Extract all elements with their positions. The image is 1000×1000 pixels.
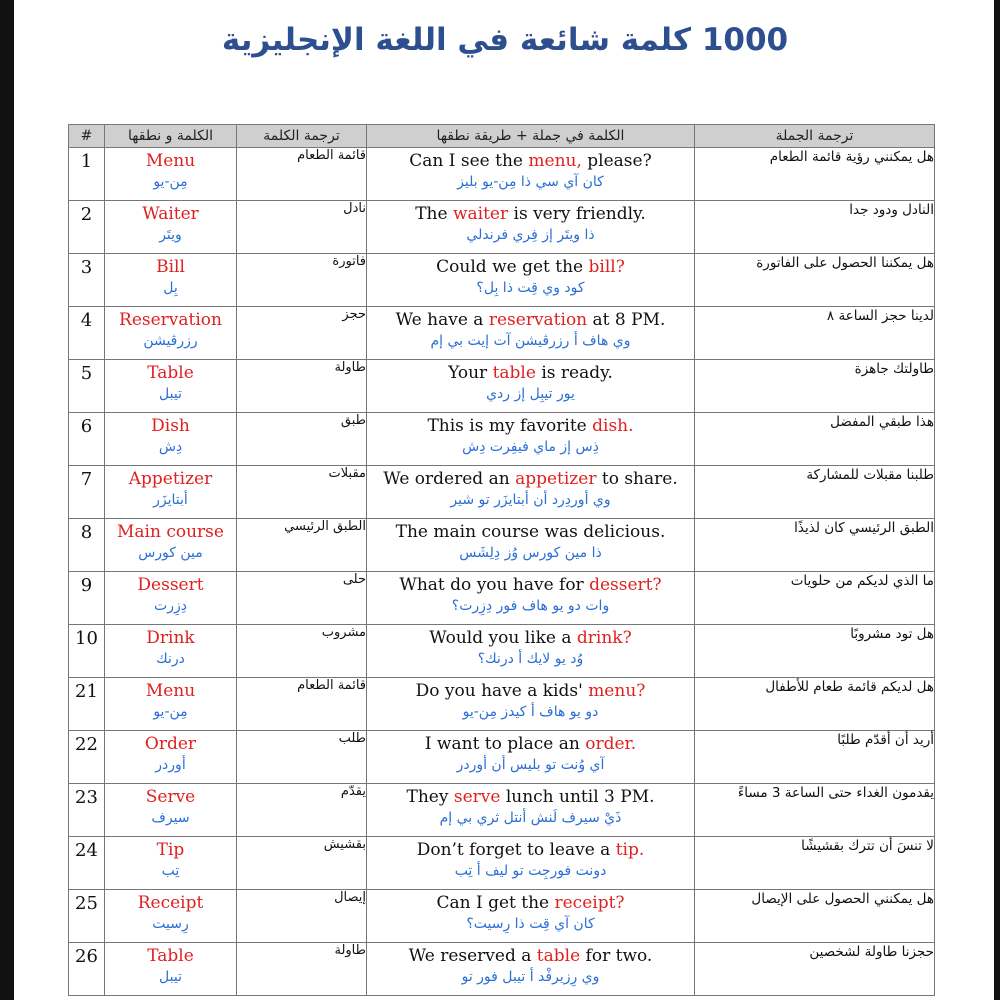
table-row <box>69 678 935 731</box>
sentence-cell <box>367 148 695 201</box>
highlighted-word: menu? <box>588 681 646 701</box>
sentence-translation: الطبق الرئيسي كان لذيذًا <box>695 519 935 572</box>
word-cell <box>105 678 237 731</box>
highlighted-word: menu, <box>528 151 582 171</box>
highlighted-word: receipt? <box>554 893 625 913</box>
sentence-translation: هل يمكنني رؤية قائمة الطعام <box>695 148 935 201</box>
word-cell <box>105 731 237 784</box>
word-cell <box>105 466 237 519</box>
word-translation: طلب <box>237 731 367 784</box>
word-pronunciation: ويتَر <box>159 227 182 243</box>
english-word: Appetizer <box>128 469 213 489</box>
table-row <box>69 837 935 890</box>
sentence-prefix: We have a <box>395 310 489 330</box>
highlighted-word: table <box>536 946 581 966</box>
english-word: Menu <box>145 681 196 701</box>
english-word: Dessert <box>137 575 204 595</box>
sentence-prefix: Could we get the <box>436 257 589 277</box>
header-sentence-translation: ترجمة الجملة <box>695 125 935 148</box>
sentence-prefix: The <box>415 204 453 224</box>
word-pronunciation: تيبل <box>159 386 182 402</box>
row-number: 23 <box>69 784 105 837</box>
example-sentence <box>367 466 694 490</box>
table-row <box>69 360 935 413</box>
sentence-pronunciation: يور تيبِل إز ردي <box>486 386 575 402</box>
sentence-prefix: What do you have for <box>399 575 590 595</box>
header-translation: ترجمة الكلمة <box>237 125 367 148</box>
word-pronunciation: دِزِرت <box>154 598 187 614</box>
sentence-pronunciation: كود وي قِت ذا بِل؟ <box>476 280 585 296</box>
table-row <box>69 784 935 837</box>
row-number: 3 <box>69 254 105 307</box>
word-cell <box>105 307 237 360</box>
sentence-pronunciation: ذَيْ سيرف لَنش أنتل ثري بي إم <box>439 810 622 826</box>
vocabulary-table <box>68 124 935 996</box>
english-word: Dish <box>151 416 190 436</box>
word-cell <box>105 413 237 466</box>
sentence-prefix: We ordered an <box>383 469 516 489</box>
word-cell <box>105 572 237 625</box>
sentence-prefix: The main course was delicious. <box>395 522 666 542</box>
sentence-cell <box>367 943 695 996</box>
english-word: Order <box>144 734 197 754</box>
english-word: Menu <box>145 151 196 171</box>
row-number: 10 <box>69 625 105 678</box>
english-word: Table <box>147 363 194 383</box>
sentence-suffix: is very friendly. <box>508 204 646 224</box>
row-number: 22 <box>69 731 105 784</box>
word-translation: طبق <box>237 413 367 466</box>
sentence-suffix: at 8 PM. <box>587 310 666 330</box>
sentence-cell <box>367 890 695 943</box>
example-sentence <box>367 519 694 543</box>
sentence-cell <box>367 678 695 731</box>
highlighted-word: order. <box>585 734 637 754</box>
highlighted-word: table <box>492 363 536 383</box>
sentence-suffix: is ready. <box>535 363 613 383</box>
english-word: Drink <box>146 628 195 648</box>
sentence-translation: هل تود مشروبًا <box>695 625 935 678</box>
sentence-cell <box>367 360 695 413</box>
example-sentence <box>367 413 694 437</box>
sentence-pronunciation: وات دو يو هاف فور دِزِرت؟ <box>451 598 610 614</box>
sentence-prefix: Can I see the <box>409 151 529 171</box>
sentence-pronunciation: دونت فورجِت تو ليف أ تِب <box>454 863 607 879</box>
highlighted-word: waiter <box>452 204 509 224</box>
sentence-cell <box>367 731 695 784</box>
sentence-pronunciation: وي هاف أ رزرڤيشن آت إيت بي إم <box>430 333 631 349</box>
english-word: Serve <box>145 787 196 807</box>
sentence-prefix: We reserved a <box>408 946 537 966</box>
table-row <box>69 519 935 572</box>
sentence-translation: لا تنسَ أن تترك بقشيشًا <box>695 837 935 890</box>
example-sentence <box>367 943 694 967</box>
word-cell <box>105 201 237 254</box>
english-word: Main course <box>117 522 224 542</box>
example-sentence <box>367 731 694 755</box>
example-sentence <box>367 625 694 649</box>
page-edge-left <box>0 0 14 1000</box>
highlighted-word: tip. <box>615 840 645 860</box>
sentence-cell <box>367 307 695 360</box>
sentence-translation: هل يمكنني الحصول على الإيصال <box>695 890 935 943</box>
row-number: 9 <box>69 572 105 625</box>
word-cell <box>105 837 237 890</box>
example-sentence <box>367 678 694 702</box>
word-cell <box>105 148 237 201</box>
word-translation: طاولة <box>237 943 367 996</box>
highlighted-word: serve <box>453 787 501 807</box>
sentence-translation: هذا طبقي المفضل <box>695 413 935 466</box>
example-sentence <box>367 572 694 596</box>
word-pronunciation: سيرف <box>151 810 190 826</box>
word-translation: حجز <box>237 307 367 360</box>
sentence-cell <box>367 784 695 837</box>
table-header-row <box>69 125 935 148</box>
row-number: 21 <box>69 678 105 731</box>
word-cell <box>105 943 237 996</box>
sentence-pronunciation: وُد يو لايك أ درنك؟ <box>477 651 584 667</box>
sentence-cell <box>367 837 695 890</box>
word-pronunciation: رزرڤيشن <box>143 333 198 349</box>
sentence-pronunciation: آي وُنت تو بليس أن أوردر <box>456 757 605 773</box>
sentence-prefix: This is my favorite <box>427 416 593 436</box>
table-row <box>69 572 935 625</box>
word-translation: مشروب <box>237 625 367 678</box>
sentence-translation: أريد أن أقدّم طلبًا <box>695 731 935 784</box>
english-word: Waiter <box>142 204 199 224</box>
word-translation: إيصال <box>237 890 367 943</box>
header-word: الكلمة و نطقها <box>105 125 237 148</box>
word-pronunciation: مين كورس <box>138 545 203 561</box>
page-title: 1000 كلمة شائعة في اللغة الإنجليزية <box>221 22 789 58</box>
sentence-pronunciation: وي أوردِرد أن أبتايزَر تو شير <box>450 492 611 508</box>
table-row <box>69 254 935 307</box>
sentence-prefix: Don’t forget to leave a <box>416 840 616 860</box>
table-row <box>69 943 935 996</box>
highlighted-word: reservation <box>488 310 588 330</box>
english-word: Tip <box>156 840 185 860</box>
word-pronunciation: أبتايزَر <box>153 492 188 508</box>
word-translation: قائمة الطعام <box>237 678 367 731</box>
word-translation: حلى <box>237 572 367 625</box>
table-row <box>69 890 935 943</box>
sentence-prefix: Can I get the <box>436 893 555 913</box>
row-number: 2 <box>69 201 105 254</box>
highlighted-word: bill? <box>588 257 625 277</box>
sentence-pronunciation: وي رِزيرفْد أ تيبل فور تو <box>461 969 600 985</box>
word-cell <box>105 254 237 307</box>
example-sentence <box>367 837 694 861</box>
sentence-suffix: for two. <box>580 946 653 966</box>
word-translation: بقشيش <box>237 837 367 890</box>
row-number: 26 <box>69 943 105 996</box>
sentence-cell <box>367 519 695 572</box>
sentence-cell <box>367 413 695 466</box>
sentence-cell <box>367 201 695 254</box>
table-row <box>69 148 935 201</box>
row-number: 6 <box>69 413 105 466</box>
table-row <box>69 413 935 466</box>
sentence-prefix: They <box>406 787 454 807</box>
sentence-translation: هل يمكننا الحصول على الفاتورة <box>695 254 935 307</box>
sentence-translation: لدينا حجز الساعة ٨ <box>695 307 935 360</box>
sentence-translation: يقدمون الغداء حتى الساعة 3 مساءً <box>695 784 935 837</box>
example-sentence <box>367 201 694 225</box>
sentence-pronunciation: كان آي قِت ذا رِسيت؟ <box>466 916 595 932</box>
row-number: 4 <box>69 307 105 360</box>
row-number: 5 <box>69 360 105 413</box>
english-word: Table <box>147 946 194 966</box>
sentence-suffix: please? <box>581 151 652 171</box>
sentence-cell <box>367 572 695 625</box>
word-pronunciation: مِن-يو <box>153 704 188 720</box>
example-sentence <box>367 784 694 808</box>
example-sentence <box>367 254 694 278</box>
word-pronunciation: درنك <box>156 651 185 667</box>
word-pronunciation: مِن-يو <box>153 174 188 190</box>
word-translation: فاتورة <box>237 254 367 307</box>
word-pronunciation: رِسيت <box>152 916 189 932</box>
sentence-suffix: to share. <box>596 469 678 489</box>
english-word: Receipt <box>137 893 204 913</box>
word-cell <box>105 519 237 572</box>
example-sentence <box>367 307 694 331</box>
row-number: 7 <box>69 466 105 519</box>
word-translation: نادل <box>237 201 367 254</box>
highlighted-word: drink? <box>576 628 632 648</box>
table-row <box>69 307 935 360</box>
example-sentence <box>367 890 694 914</box>
sentence-cell <box>367 466 695 519</box>
sentence-cell <box>367 625 695 678</box>
row-number: 8 <box>69 519 105 572</box>
highlighted-word: dessert? <box>589 575 662 595</box>
english-word: Reservation <box>119 310 222 330</box>
table-row <box>69 625 935 678</box>
sentence-suffix: lunch until 3 PM. <box>500 787 655 807</box>
row-number: 24 <box>69 837 105 890</box>
row-number: 25 <box>69 890 105 943</box>
sentence-pronunciation: دو يو هاف أ كيدز مِن-يو <box>462 704 599 720</box>
example-sentence <box>367 360 694 384</box>
header-number: # <box>69 125 105 148</box>
word-translation: يقدّم <box>237 784 367 837</box>
word-cell <box>105 360 237 413</box>
word-pronunciation: تِب <box>161 863 180 879</box>
sentence-translation: ما الذي لديكم من حلويات <box>695 572 935 625</box>
sentence-cell <box>367 254 695 307</box>
word-translation: مقبلات <box>237 466 367 519</box>
highlighted-word: appetizer <box>515 469 597 489</box>
word-translation: طاولة <box>237 360 367 413</box>
highlighted-word: dish. <box>592 416 634 436</box>
sentence-translation: طلبنا مقبلات للمشاركة <box>695 466 935 519</box>
sentence-prefix: Your <box>448 363 493 383</box>
page-edge-right <box>994 0 1000 1000</box>
english-word: Bill <box>156 257 185 277</box>
word-cell <box>105 625 237 678</box>
word-pronunciation: دِش <box>158 439 183 455</box>
header-sentence: الكلمة في جملة + طريقة نطقها <box>367 125 695 148</box>
table-row <box>69 731 935 784</box>
sentence-prefix: I want to place an <box>424 734 586 754</box>
sentence-pronunciation: ذا ويتَر إز فِري فرندلي <box>466 227 595 243</box>
sentence-translation: طاولتك جاهزة <box>695 360 935 413</box>
sentence-translation: هل لديكم قائمة طعام للأطفال <box>695 678 935 731</box>
table-row <box>69 466 935 519</box>
sentence-translation: النادل ودود جدا <box>695 201 935 254</box>
sentence-pronunciation: ذا مين كورس وُز دِلِشَس <box>459 545 602 561</box>
example-sentence <box>367 148 694 172</box>
table-row <box>69 201 935 254</box>
sentence-prefix: Do you have a kids' <box>415 681 589 701</box>
sentence-translation: حجزنا طاولة لشخصين <box>695 943 935 996</box>
sentence-prefix: Would you like a <box>429 628 577 648</box>
word-pronunciation: أوردر <box>155 757 186 773</box>
sentence-pronunciation: ذِس إز ماي فيفِرت دِش <box>462 439 599 455</box>
row-number: 1 <box>69 148 105 201</box>
word-pronunciation: بِل <box>163 280 178 296</box>
word-pronunciation: تيبل <box>159 969 182 985</box>
word-cell <box>105 890 237 943</box>
word-translation: قائمة الطعام <box>237 148 367 201</box>
word-cell <box>105 784 237 837</box>
word-translation: الطبق الرئيسي <box>237 519 367 572</box>
sentence-pronunciation: كان آي سي ذا مِن-يو بليز <box>457 174 604 190</box>
